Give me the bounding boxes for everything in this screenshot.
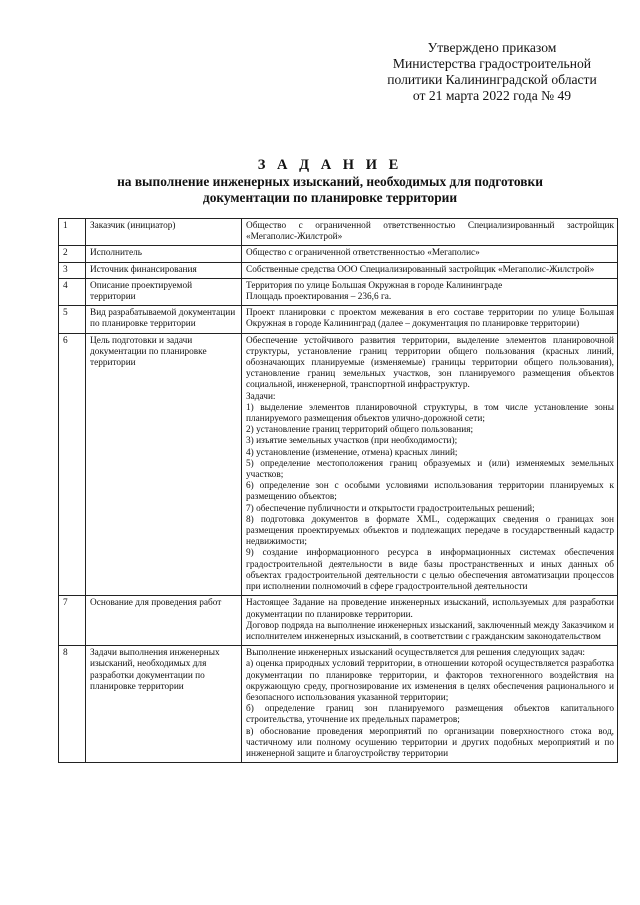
approval-line: от 21 марта 2022 года № 49	[412, 88, 572, 103]
document-title	[60, 156, 600, 206]
row-paragraph: Обеспечение устойчивого развития территории, выделение элементов планировочной структуры, установление границ территории общего пользования (красных линий, обозначающих планируемые (изменяемые) границы территории общего пользования), установление границ земельных участков, зон планируемого размещения объектов социальной, инженерной, транспортной инфраструктур.	[246, 335, 614, 391]
row-content	[242, 262, 618, 278]
row-paragraph: Общество с ограниченной ответственностью «Мегаполис»	[246, 248, 480, 259]
title-main: З А Д А Н И Е	[257, 157, 403, 173]
row-label: Описание проектируемой территории	[86, 278, 242, 305]
row-number: 6	[59, 333, 86, 596]
row-paragraph: Площадь проектирования – 236,6 га.	[246, 292, 392, 303]
row-label: Заказчик (инициатор)	[86, 219, 242, 246]
table-row	[59, 278, 618, 305]
row-number: 2	[59, 246, 86, 262]
row-paragraph: в) обоснование проведения мероприятий по организации поверхностного стока вод, частичному или полному осушению территории и других подобных мероприятий и по инженерной защите и благоустройству территории	[246, 726, 614, 759]
row-paragraph: Договор подряда на выполнение инженерных изысканий, заключенный между Заказчиком и исполнителем инженерных изысканий, в соответствии с гражданским законодательством	[246, 620, 614, 642]
table-row	[59, 596, 618, 646]
row-paragraph: 9) создание информационного ресурса в информационных системах обеспечения градостроительной деятельности в виде базы пространственных и иных данных об объектах градостроительной деятельности с целью обеспечения автоматизации процессов при исполнении полномочий в сфере градостроительной деятельности	[246, 548, 614, 593]
row-paragraph: а) оценка природных условий территории, в отношении которой осуществляется разработка документации по планировке территории, и факторов техногенного воздействия на окружающую среду, прогнозирование их изменения в целях обеспечения рационального и безопасного использования указанной территории;	[246, 659, 614, 703]
table-row	[59, 219, 618, 246]
row-paragraph: Общество с ограниченной ответственностью Специализированный застройщик «Мегаполис-Жилстрой»	[246, 221, 614, 243]
approval-line: политики Калининградской области	[387, 72, 597, 87]
row-paragraph: 2) установление границ территорий общего пользования;	[246, 425, 474, 436]
row-label: Задачи выполнения инженерных изысканий, необходимых для разработки документации по планировке территории	[86, 646, 242, 763]
approval-stamp	[372, 40, 612, 104]
row-label: Цель подготовки и задачи документации по планировке территории	[86, 333, 242, 596]
row-label: Основание для проведения работ	[86, 596, 242, 646]
row-paragraph: Задачи:	[246, 391, 276, 402]
row-content	[242, 333, 618, 596]
row-paragraph: Настоящее Задание на проведение инженерных изысканий, используемых для разработки документации по планировке территории.	[246, 598, 614, 620]
row-paragraph: 5) определение местоположения границ образуемых и (или) изменяемых земельных участков;	[246, 458, 614, 481]
row-number: 8	[59, 646, 86, 763]
row-content	[242, 246, 618, 262]
row-paragraph: Собственные средства ООО Специализированный застройщик «Мегаполис-Жилстрой»	[246, 264, 595, 275]
row-paragraph: 8) подготовка документов в формате XML, содержащих сведения о границах зон размещения проектируемых объектов и подлежащих передаче в государственный кадастр недвижимости;	[246, 514, 614, 548]
row-number: 4	[59, 278, 86, 305]
row-paragraph: 6) определение зон с особыми условиями использования территории планируемых к размещению объектов;	[246, 481, 614, 503]
row-content	[242, 278, 618, 305]
row-paragraph: Территория по улице Большая Окружная в городе Калининграде	[246, 280, 503, 291]
approval-line: Министерства градостроительной	[392, 56, 592, 71]
row-paragraph: 3) изъятие земельных участков (при необходимости);	[246, 436, 458, 447]
row-paragraph: 4) установление (изменение, отмена) красных линий;	[246, 447, 458, 458]
row-paragraph: Выполнение инженерных изысканий осуществляется для решения следующих задач:	[246, 648, 585, 659]
task-table	[58, 218, 618, 763]
table-row	[59, 246, 618, 262]
row-label: Исполнитель	[86, 246, 242, 262]
row-content	[242, 596, 618, 646]
row-number: 5	[59, 306, 86, 333]
table-row	[59, 646, 618, 763]
table-row	[59, 262, 618, 278]
row-label: Вид разрабатываемой документации по планировке территории	[86, 306, 242, 333]
table-row	[59, 333, 618, 596]
title-subtitle-line: на выполнение инженерных изысканий, необходимых для подготовки	[117, 174, 543, 189]
row-content	[242, 306, 618, 333]
table-row	[59, 306, 618, 333]
approval-line: Утверждено приказом	[427, 40, 557, 55]
row-label: Источник финансирования	[86, 262, 242, 278]
row-number: 1	[59, 219, 86, 246]
row-paragraph: Проект планировки с проектом межевания в его составе территории по улице Большая Окружная в городе Калининград (далее – документация по планировке территории)	[246, 308, 614, 330]
row-number: 7	[59, 596, 86, 646]
row-paragraph: 1) выделение элементов планировочной структуры, в том числе установление зоны планируемого размещения объектов улично-дорожной сети;	[246, 402, 614, 425]
row-paragraph: б) определение границ зон планируемого размещения объектов капитального строительства, уточнение их предельных параметров;	[246, 704, 614, 726]
row-content	[242, 219, 618, 246]
row-paragraph: 7) обеспечение публичности и открытости градостроительных решений;	[246, 503, 535, 514]
row-content	[242, 646, 618, 763]
row-number: 3	[59, 262, 86, 278]
title-subtitle-line: документации по планировке территории	[202, 190, 458, 205]
